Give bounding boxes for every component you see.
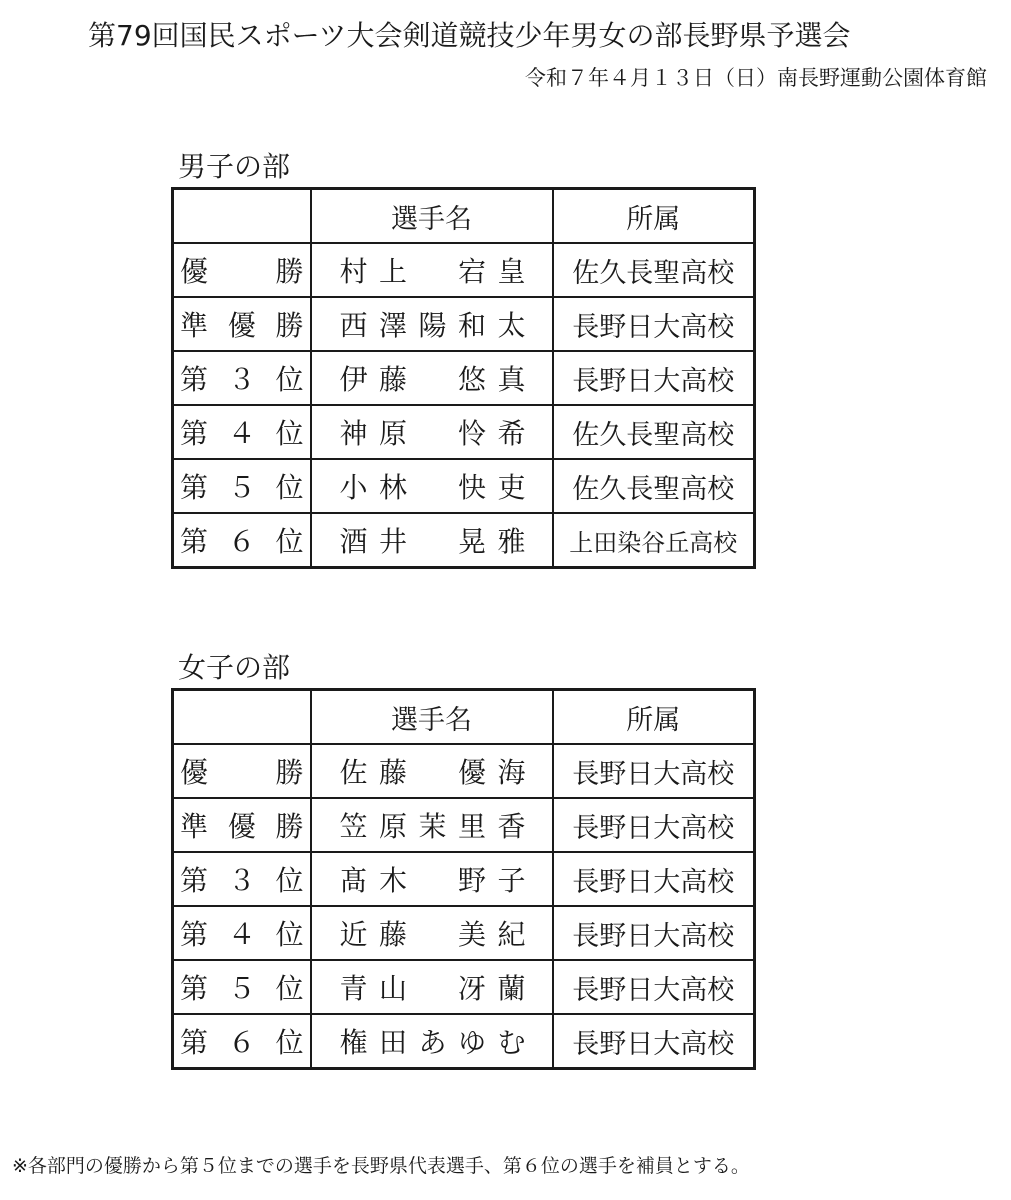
- boys-section-label: 男子の部: [178, 150, 291, 183]
- place-cell: 第４位: [173, 405, 311, 459]
- school-cell: 長野日大高校: [553, 1014, 755, 1069]
- table-row: [173, 297, 755, 351]
- player-name-cell: 髙木 野子: [311, 852, 553, 906]
- place-cell: 第３位: [173, 351, 311, 405]
- table-row: [173, 513, 755, 568]
- table-row: [173, 243, 755, 297]
- player-name-cell: 西澤陽和太: [311, 297, 553, 351]
- school-cell: 上田染谷丘高校: [553, 513, 755, 568]
- footnote: ※各部門の優勝から第５位までの選手を長野県代表選手、第６位の選手を補員とする。: [12, 1155, 750, 1177]
- school-cell: 佐久長聖高校: [553, 405, 755, 459]
- table-header-row: [173, 690, 755, 745]
- player-name-cell: 権田あゆむ: [311, 1014, 553, 1069]
- table-row: [173, 906, 755, 960]
- place-header: [173, 690, 311, 745]
- player-name-cell: 笠原茉里香: [311, 798, 553, 852]
- place-cell: 第６位: [173, 1014, 311, 1069]
- school-cell: 長野日大高校: [553, 351, 755, 405]
- place-cell: 第６位: [173, 513, 311, 568]
- place-cell: 第５位: [173, 459, 311, 513]
- name-header: 選手名: [311, 690, 553, 745]
- school-cell: 長野日大高校: [553, 798, 755, 852]
- place-cell: 第４位: [173, 906, 311, 960]
- player-name-cell: 小林 快吏: [311, 459, 553, 513]
- table-row: [173, 852, 755, 906]
- table-row: [173, 798, 755, 852]
- place-cell: 準優勝: [173, 798, 311, 852]
- school-cell: 佐久長聖高校: [553, 459, 755, 513]
- place-cell: 第５位: [173, 960, 311, 1014]
- school-cell: 長野日大高校: [553, 960, 755, 1014]
- table-row: [173, 1014, 755, 1069]
- player-name-cell: 近藤 美紀: [311, 906, 553, 960]
- place-cell: 第３位: [173, 852, 311, 906]
- school-header: 所属: [553, 690, 755, 745]
- player-name-cell: 村上 宕皇: [311, 243, 553, 297]
- girls-section-label: 女子の部: [178, 651, 291, 684]
- table-row: [173, 744, 755, 798]
- player-name-cell: 伊藤 悠真: [311, 351, 553, 405]
- school-cell: 長野日大高校: [553, 906, 755, 960]
- place-header: [173, 189, 311, 244]
- player-name-cell: 佐藤 優海: [311, 744, 553, 798]
- player-name-cell: 青山 冴蘭: [311, 960, 553, 1014]
- place-cell: 優 勝: [173, 744, 311, 798]
- page-title: 第79回国民スポーツ大会剣道競技少年男女の部長野県予選会: [88, 19, 851, 52]
- school-cell: 長野日大高校: [553, 297, 755, 351]
- player-name-cell: 酒井 晃雅: [311, 513, 553, 568]
- table-row: [173, 351, 755, 405]
- table-row: [173, 405, 755, 459]
- table-row: [173, 960, 755, 1014]
- school-header: 所属: [553, 189, 755, 244]
- event-date-venue: 令和７年４月１３日（日）南長野運動公園体育館: [525, 66, 987, 90]
- player-name-cell: 神原 怜希: [311, 405, 553, 459]
- school-cell: 佐久長聖高校: [553, 243, 755, 297]
- school-cell: 長野日大高校: [553, 744, 755, 798]
- school-cell: 長野日大高校: [553, 852, 755, 906]
- table-header-row: [173, 189, 755, 244]
- name-header: 選手名: [311, 189, 553, 244]
- place-cell: 優 勝: [173, 243, 311, 297]
- boys-results-table: [171, 187, 756, 569]
- table-row: [173, 459, 755, 513]
- place-cell: 準優勝: [173, 297, 311, 351]
- girls-results-table: [171, 688, 756, 1070]
